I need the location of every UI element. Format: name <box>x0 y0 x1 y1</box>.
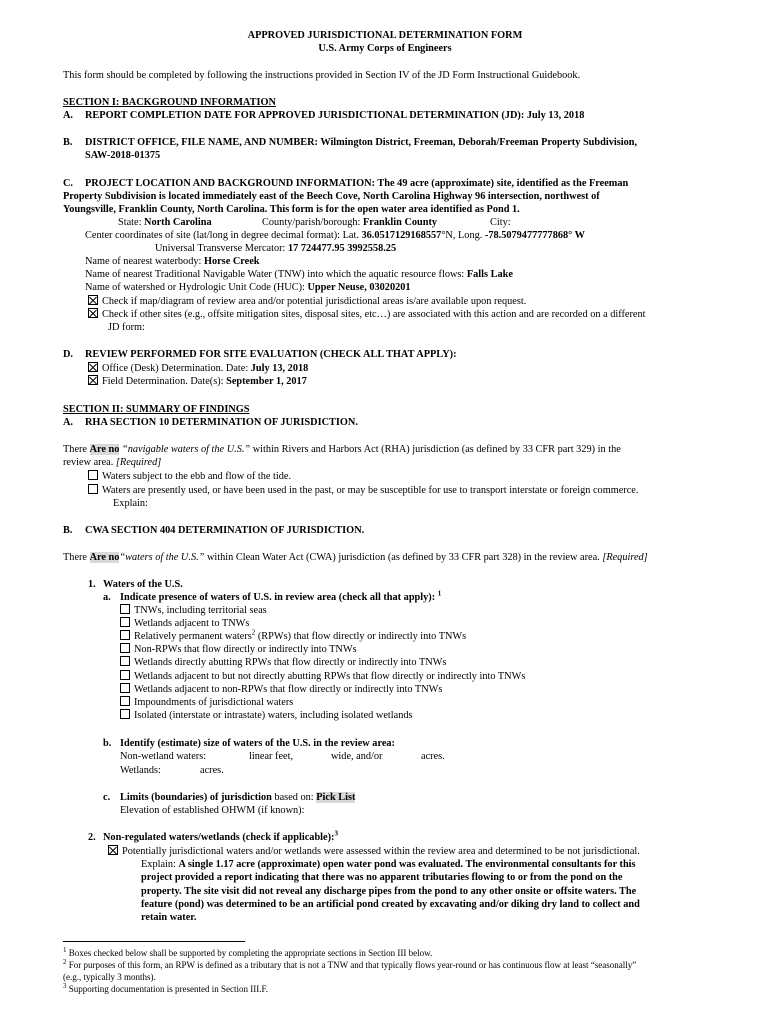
latitude-value: 36.0517129168557 <box>361 230 442 241</box>
waters-option-row <box>120 630 466 643</box>
other-sites-checkbox[interactable] <box>88 308 98 318</box>
waters-option-checkbox[interactable] <box>120 709 130 719</box>
utm-label: Universal Transverse Mercator: <box>155 243 286 254</box>
waters-option-checkbox[interactable] <box>120 630 130 640</box>
huc-row <box>85 281 411 294</box>
project-location-line3: Youngsville, Franklin County, North Carolina. This form is for the open water area identified as Pond 1. <box>63 204 520 215</box>
cwa-waters: “waters of the U.S.” <box>119 552 205 563</box>
item1a-label: a. <box>103 592 111 603</box>
form-subtitle: U.S. Army Corps of Engineers <box>318 43 452 54</box>
long-suffix: ° W <box>568 230 585 241</box>
waters-option-checkbox[interactable] <box>120 683 130 693</box>
rha-statement <box>63 443 621 456</box>
section1-b-label: B. <box>63 137 73 148</box>
report-completion-date: REPORT COMPLETION DATE FOR APPROVED JURISDICTIONAL DETERMINATION (JD): July 13, 2018 <box>85 110 585 121</box>
utm-row <box>155 242 396 255</box>
waters-option-row <box>120 670 525 683</box>
tnw-label: Name of nearest Traditional Navigable Water (TNW) into which the aquatic resource flows: <box>85 269 465 280</box>
field-determination-row <box>88 375 307 388</box>
explain-text-2: project provided a report indicating that there was no apparent tributaries flowing to or from the pond on the <box>141 872 623 883</box>
map-available-checkbox[interactable] <box>88 295 98 305</box>
non-regulated-footnote-ref: 3 <box>334 829 338 838</box>
section2-b-label: B. <box>63 525 73 536</box>
map-check-label: Check if map/diagram of review area and/or potential jurisdictional areas is/are available upon request. <box>102 296 527 307</box>
presence-heading <box>120 591 441 604</box>
other-sites-label: Check if other sites (e.g., offsite mitigation sites, disposal sites, etc…) are associated with this action and are recorded on a different <box>102 309 646 320</box>
district-office-line2: SAW-2018-01375 <box>85 150 161 161</box>
waters-option-label: Wetlands adjacent to non-RPWs that flow directly or indirectly into TNWs <box>134 684 443 695</box>
explain-text-1: A single 1.17 acre (approximate) open water pond was evaluated. The environmental consultants for this <box>178 859 636 870</box>
section1-a-label: A. <box>63 110 74 121</box>
commerce-check-row <box>88 484 638 497</box>
tnw-value: Falls Lake <box>466 269 513 280</box>
huc-label: Name of watershed or Hydrologic Unit Code (HUC): <box>85 282 305 293</box>
city-label: City: <box>490 217 511 228</box>
nonwetland-label: Non-wetland waters: <box>120 751 207 762</box>
rha-explain-label: Explain: <box>113 498 148 509</box>
wide-label: wide, and/or <box>331 751 383 762</box>
rpw-footnote-ref: 2 <box>251 628 256 637</box>
section2-a-label: A. <box>63 417 74 428</box>
footnote-number: 1 <box>63 946 67 954</box>
non-regulated-heading <box>103 831 338 844</box>
waters-of-us-heading: Waters of the U.S. <box>103 579 183 590</box>
waters-option-label: TNWs, including territorial seas <box>134 605 267 616</box>
tide-check-row <box>88 470 291 483</box>
longitude-value: -78.5079477777868 <box>484 230 569 241</box>
field-determination-date: September 1, 2017 <box>226 376 307 387</box>
footnote-divider <box>63 941 245 942</box>
waters-option-checkbox[interactable] <box>120 617 130 627</box>
huc-value: Upper Neuse, 03020201 <box>307 282 411 293</box>
limits-pick-list[interactable]: Pick List <box>316 792 356 803</box>
utm-value: 17 724477.95 3992558.25 <box>287 243 397 254</box>
waters-option-label: Non-RPWs that flow directly or indirectly into TNWs <box>134 644 357 655</box>
project-location-line1: PROJECT LOCATION AND BACKGROUND INFORMATION: The 49 acre (approximate) site, identified as the Freeman <box>85 178 629 189</box>
footnote <box>63 948 432 960</box>
waters-option-row <box>120 656 446 669</box>
limits-row <box>120 791 355 804</box>
tnw-row <box>85 268 513 281</box>
explain-text-4: feature (pond) was determined to be an artificial pond created by excavating and/or diking dry land to collect and <box>141 899 640 910</box>
rha-heading: RHA SECTION 10 DETERMINATION OF JURISDICTION. <box>85 417 358 428</box>
state-row <box>118 216 212 229</box>
tide-label: Waters subject to the ebb and flow of the tide. <box>102 471 292 482</box>
jd-form-label: JD form: <box>108 322 145 333</box>
coordinates-row <box>85 229 585 242</box>
cwa-choice-select[interactable]: Are no <box>89 552 120 563</box>
cwa-rest: within Clean Water Act (CWA) jurisdiction (as defined by 33 CFR part 328) in the review area. <box>206 552 600 563</box>
footnote-text: Boxes checked below shall be supported by completing the appropriate sections in Section III below. <box>68 948 433 958</box>
rha-choice-select[interactable]: Are no <box>89 444 120 455</box>
section1-c-label: C. <box>63 178 74 189</box>
section1-d-label: D. <box>63 349 74 360</box>
wetlands-acres-label: acres. <box>200 765 224 776</box>
state-value: North Carolina <box>144 217 212 228</box>
item1b-label: b. <box>103 738 112 749</box>
cwa-required: [Required] <box>602 552 648 563</box>
waters-option-label: Wetlands adjacent to but not directly abutting RPWs that flow directly or indirectly into TNWs <box>134 671 526 682</box>
coords-label: Center coordinates of site (lat/long in degree decimal format): Lat. <box>85 230 359 241</box>
waters-option-row <box>120 643 357 656</box>
non-jurisdictional-row <box>108 845 640 858</box>
waterbody-value: Horse Creek <box>203 256 260 267</box>
commerce-label: Waters are presently used, or have been used in the past, or may be susceptible for use to transport interstate or foreign commerce. <box>102 485 639 496</box>
county-row <box>262 216 437 229</box>
district-office-line1: DISTRICT OFFICE, FILE NAME, AND NUMBER: Wilmington District, Freeman, Deborah/Freeman Property Subdivision, <box>85 137 638 148</box>
cwa-there: There <box>63 552 88 563</box>
footnote-text: Supporting documentation is presented in Section III.F. <box>68 984 268 994</box>
footnote-continuation: (e.g., typically 3 months). <box>63 972 156 982</box>
rha-required: [Required] <box>115 457 162 468</box>
cwa-heading: CWA SECTION 404 DETERMINATION OF JURISDICTION. <box>85 525 365 536</box>
field-determination-label: Field Determination. Date(s): <box>102 376 224 387</box>
presence-text: Indicate presence of waters of U.S. in review area (check all that apply): <box>120 592 436 603</box>
rha-rest: within Rivers and Harbors Act (RHA) jurisdiction (as defined by 33 CFR part 329) in the <box>252 444 621 455</box>
limits-heading: Limits (boundaries) of jurisdiction <box>120 792 272 803</box>
non-jurisdictional-label: Potentially jurisdictional waters and/or wetlands were assessed within the review area and determined to be not jurisdictional. <box>122 846 640 857</box>
size-heading: Identify (estimate) size of waters of the U.S. in the review area: <box>120 738 395 749</box>
wetlands-label: Wetlands: <box>120 765 161 776</box>
based-on-label: based on: <box>274 792 314 803</box>
explain-text-5: retain water. <box>141 912 197 923</box>
waters-option-checkbox[interactable] <box>120 670 130 680</box>
explain-text-3: property. The site visit did not reveal any discharge pipes from the pond to any other onsite or offsite waters. The <box>141 886 637 897</box>
waters-option-row <box>120 604 267 617</box>
form-title: APPROVED JURISDICTIONAL DETERMINATION FORM <box>247 30 523 41</box>
waters-option-label: Wetlands adjacent to TNWs <box>134 618 250 629</box>
waterbody-label: Name of nearest waterbody: <box>85 256 202 267</box>
ohwm-label: Elevation of established OHWM (if known): <box>120 805 305 816</box>
non-regulated-text: Non-regulated waters/wetlands (check if applicable): <box>103 832 335 843</box>
item1c-label: c. <box>103 792 111 803</box>
waterbody-row <box>85 255 260 268</box>
section1-heading: SECTION I: BACKGROUND INFORMATION <box>63 97 276 108</box>
field-determination-checkbox[interactable] <box>88 375 98 385</box>
office-determination-date: July 13, 2018 <box>250 363 309 374</box>
cwa-statement <box>63 551 648 564</box>
state-label: State: <box>118 217 142 228</box>
office-determination-checkbox[interactable] <box>88 362 98 372</box>
footnote <box>63 960 636 972</box>
item2-label: 2. <box>88 832 96 843</box>
project-location-line2: Property Subdivision is located immediately east of the Beech Cove, North Carolina Highway 96 intersection, northwest of <box>63 191 600 202</box>
waters-option-label: Wetlands directly abutting RPWs that flow directly or indirectly into TNWs <box>134 657 447 668</box>
nonwetland-acres-label: acres. <box>421 751 445 762</box>
rha-review-area: review area. <box>63 457 114 468</box>
rha-there: There <box>63 444 88 455</box>
waters-option-checkbox[interactable] <box>120 696 130 706</box>
presence-footnote-ref: 1 <box>437 589 442 598</box>
footnote-text: For purposes of this form, an RPW is defined as a tributary that is not a TNW and that typically flows year-round or has continuous flow at least “seasonally” <box>68 960 637 970</box>
explain-line-1 <box>141 858 636 871</box>
office-determination-row <box>88 362 308 375</box>
waters-option-label: Impoundments of jurisdictional waters <box>134 697 294 708</box>
office-determination-label: Office (Desk) Determination. Date: <box>102 363 249 374</box>
waters-option-checkbox[interactable] <box>120 643 130 653</box>
review-performed-heading: REVIEW PERFORMED FOR SITE EVALUATION (CHECK ALL THAT APPLY): <box>85 349 457 360</box>
footnote-number: 2 <box>63 958 67 966</box>
waters-option-label: Relatively permanent waters <box>134 631 252 642</box>
waters-option-row <box>120 696 293 709</box>
footnote <box>63 984 268 996</box>
section2-heading: SECTION II: SUMMARY OF FINDINGS <box>63 404 250 415</box>
rpw-rest: (RPWs) that flow directly or indirectly into TNWs <box>257 631 467 642</box>
lat-suffix: °N, Long. <box>441 230 483 241</box>
item1-label: 1. <box>88 579 96 590</box>
other-sites-check-row <box>88 308 645 321</box>
rha-line2 <box>63 456 161 469</box>
county-value: Franklin County <box>362 217 438 228</box>
waters-option-label: Isolated (interstate or intrastate) waters, including isolated wetlands <box>134 710 413 721</box>
waters-option-checkbox[interactable] <box>120 656 130 666</box>
explain-label: Explain: <box>141 859 176 870</box>
commerce-checkbox[interactable] <box>88 484 98 494</box>
tide-checkbox[interactable] <box>88 470 98 480</box>
waters-option-row <box>120 709 413 722</box>
waters-option-row <box>120 683 442 696</box>
rha-navigable-waters: “navigable waters of the U.S.” <box>122 444 251 455</box>
non-jurisdictional-checkbox[interactable] <box>108 845 118 855</box>
intro-text: This form should be completed by following the instructions provided in Section IV of the JD Form Instructional Guidebook. <box>63 70 581 81</box>
map-check-row <box>88 295 526 308</box>
linear-feet-label: linear feet, <box>249 751 294 762</box>
waters-option-row <box>120 617 249 630</box>
footnote-number: 3 <box>63 982 67 990</box>
county-label: County/parish/borough: <box>262 217 361 228</box>
waters-option-checkbox[interactable] <box>120 604 130 614</box>
